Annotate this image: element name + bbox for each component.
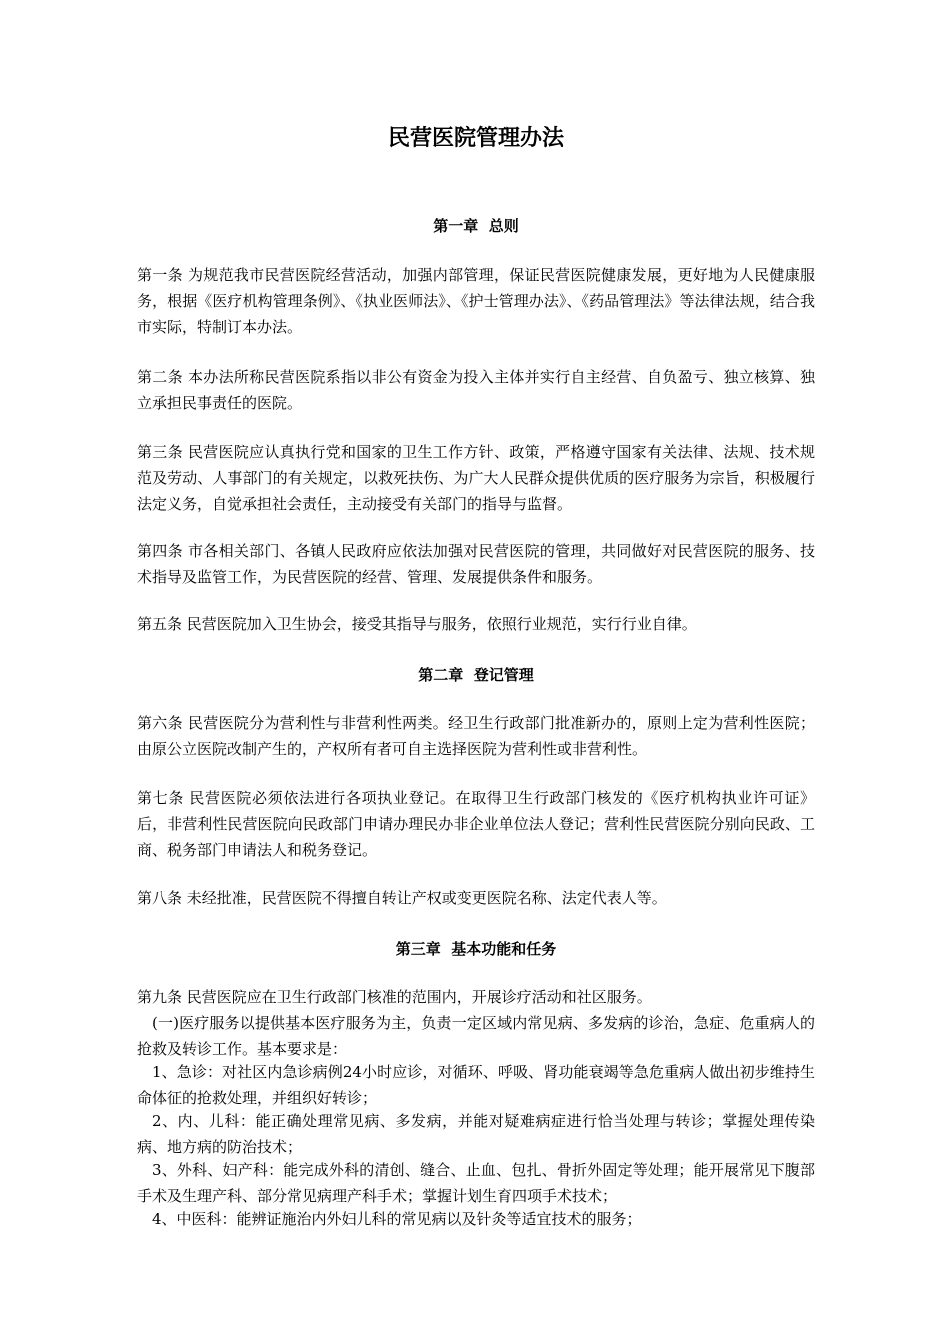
article-6: 第六条 民营医院分为营利性与非营利性两类。经卫生行政部门批准新办的，原则上定为营利性医院；由原公立医院改制产生的，产权所有者可自主选择医院为营利性或非营利性。 — [137, 714, 815, 758]
chapter-heading-1: 第一章 总则 — [433, 217, 519, 235]
article-8: 第八条 未经批准，民营医院不得擅自转让产权或变更医院名称、法定代表人等。 — [137, 889, 667, 907]
article-9-item-1: (一)医疗服务以提供基本医疗服务为主，负责一定区域内常见病、多发病的诊治，急症、危重病人的抢救及转诊工作。基本要求是： — [137, 1014, 815, 1058]
article-7: 第七条 民营医院必须依法进行各项执业登记。在取得卫生行政部门核发的《医疗机构执业许可证》后，非营利性民营医院向民政部门申请办理民办非企业单位法人登记；营利性民营医院分别向民政、工商、税务部门申请法人和税务登记。 — [137, 789, 815, 859]
article-9-subitem-3: 3、外科、妇产科：能完成外科的清创、缝合、止血、包扎、骨折外固定等处理；能开展常见下腹部手术及生理产科、部分常见病理产科手术；掌握计划生育四项手术技术； — [137, 1161, 815, 1205]
chapter-heading-2: 第二章 登记管理 — [418, 666, 534, 684]
article-5: 第五条 民营医院加入卫生协会，接受其指导与服务，依照行业规范，实行行业自律。 — [137, 615, 697, 633]
article-9: 第九条 民营医院应在卫生行政部门核准的范围内，开展诊疗活动和社区服务。 — [137, 988, 652, 1006]
article-4: 第四条 市各相关部门、各镇人民政府应依法加强对民营医院的管理，共同做好对民营医院的服务、技术指导及监管工作，为民营医院的经营、管理、发展提供条件和服务。 — [137, 542, 815, 586]
article-9-subitem-1: 1、急诊：对社区内急诊病例24小时应诊，对循环、呼吸、肾功能衰竭等急危重病人做出初步维持生命体征的抢救处理，并组织好转诊； — [137, 1063, 815, 1107]
document-title: 民营医院管理办法 — [387, 125, 564, 151]
article-2: 第二条 本办法所称民营医院系指以非公有资金为投入主体并实行自主经营、自负盈亏、独立核算、独立承担民事责任的医院。 — [137, 368, 815, 412]
article-1: 第一条 为规范我市民营医院经营活动，加强内部管理，保证民营医院健康发展，更好地为人民健康服务，根据《医疗机构管理条例》、《执业医师法》、《护士管理办法》、《药品管理法》等法律法规，结合我市实际，特制订本办法。 — [137, 266, 815, 336]
article-3: 第三条 民营医院应认真执行党和国家的卫生工作方针、政策，严格遵守国家有关法律、法规、技术规范及劳动、人事部门的有关规定，以救死扶伤、为广大人民群众提供优质的医疗服务为宗旨，积极履行法定义务，自觉承担社会责任，主动接受有关部门的指导与监督。 — [137, 443, 815, 513]
article-9-subitem-4: 4、中医科：能辨证施治内外妇儿科的常见病以及针灸等适宜技术的服务； — [152, 1210, 642, 1228]
article-9-subitem-2: 2、内、儿科：能正确处理常见病、多发病，并能对疑难病症进行恰当处理与转诊；掌握处理传染病、地方病的防治技术； — [137, 1112, 815, 1156]
chapter-heading-3: 第三章 基本功能和任务 — [395, 940, 557, 958]
